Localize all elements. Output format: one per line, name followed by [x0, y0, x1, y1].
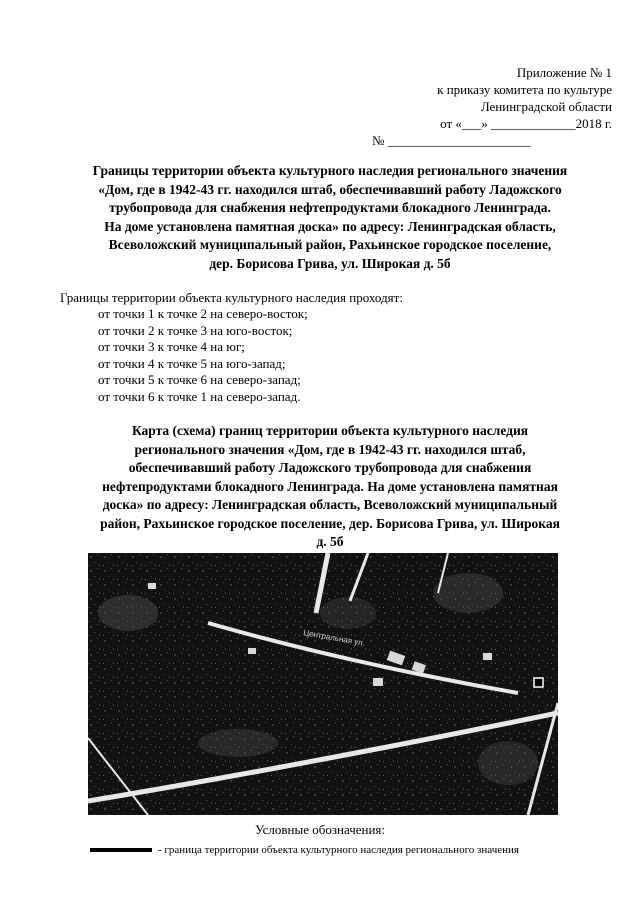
title-line: Границы территории объекта культурного наследия регионального значения — [92, 163, 568, 178]
order-number: № ______________________ — [372, 133, 531, 148]
title-line: «Дом, где в 1942-43 гг. находился штаб, обеспечивавший работу Ладожского — [98, 181, 562, 197]
map-image — [88, 553, 558, 815]
satellite-map — [88, 553, 558, 815]
boundary-item: от точки 3 к точке 4 на юг; — [98, 339, 245, 354]
order-date: от «___» _____________2018 г. — [440, 116, 612, 131]
map-title-line: район, Рахьинское городское поселение, дер. Борисова Грива, ул. Широкая — [100, 515, 560, 531]
boundary-item: от точки 1 к точке 2 на северо-восток; — [98, 306, 308, 321]
boundary-item: от точки 6 к точке 1 на северо-запад. — [98, 388, 301, 404]
document-header — [372, 64, 612, 149]
map-title-line: регионального значения «Дом, где в 1942-43 гг. находился штаб, — [134, 441, 526, 457]
title-line: трубопровода для снабжения нефтепродуктами блокадного Ленинграда. — [109, 200, 551, 215]
title-line: дер. Борисова Грива, ул. Широкая д. 5б — [209, 255, 451, 271]
map-title-line: доска» по адресу: Ленинградская область, Всеволожский муниципальный — [102, 497, 558, 512]
title-line: Всеволожский муниципальный район, Рахьинское городское поселение, — [108, 237, 552, 252]
legend-label: - граница территории объекта культурного наследия регионального значения — [158, 844, 519, 856]
appendix-number: Приложение № 1 — [516, 65, 612, 80]
document-title — [40, 162, 620, 273]
region-name: Ленинградской области — [480, 99, 612, 114]
boundary-item: от точки 2 к точке 3 на юго-восток; — [98, 322, 293, 338]
map-title-line: нефтепродуктами блокадного Ленинграда. На доме установлена памятная — [102, 478, 558, 494]
boundary-intro: Границы территории объекта культурного наследия проходят: — [60, 290, 403, 305]
boundary-list — [98, 306, 308, 405]
order-reference: к приказу комитета по культуре — [437, 82, 612, 97]
boundary-line-symbol — [90, 848, 152, 852]
map-title — [40, 422, 620, 552]
legend-item — [90, 841, 519, 859]
street-label: Центральная ул. — [302, 628, 366, 648]
map-title-line: Карта (схема) границ территории объекта культурного наследия — [131, 423, 529, 438]
boundary-item: от точки 5 к точке 6 на северо-запад; — [98, 372, 301, 387]
map-title-line: обеспечивавший работу Ладожского трубопровода для снабжения — [128, 460, 532, 475]
object-boundary-marker — [534, 678, 543, 687]
legend-title: Условные обозначения: — [254, 822, 386, 837]
boundary-item: от точки 4 к точке 5 на юго-запад; — [98, 355, 286, 371]
title-line: На доме установлена памятная доска» по адресу: Ленинградская область, — [104, 218, 556, 234]
map-title-line: д. 5б — [316, 534, 344, 549]
